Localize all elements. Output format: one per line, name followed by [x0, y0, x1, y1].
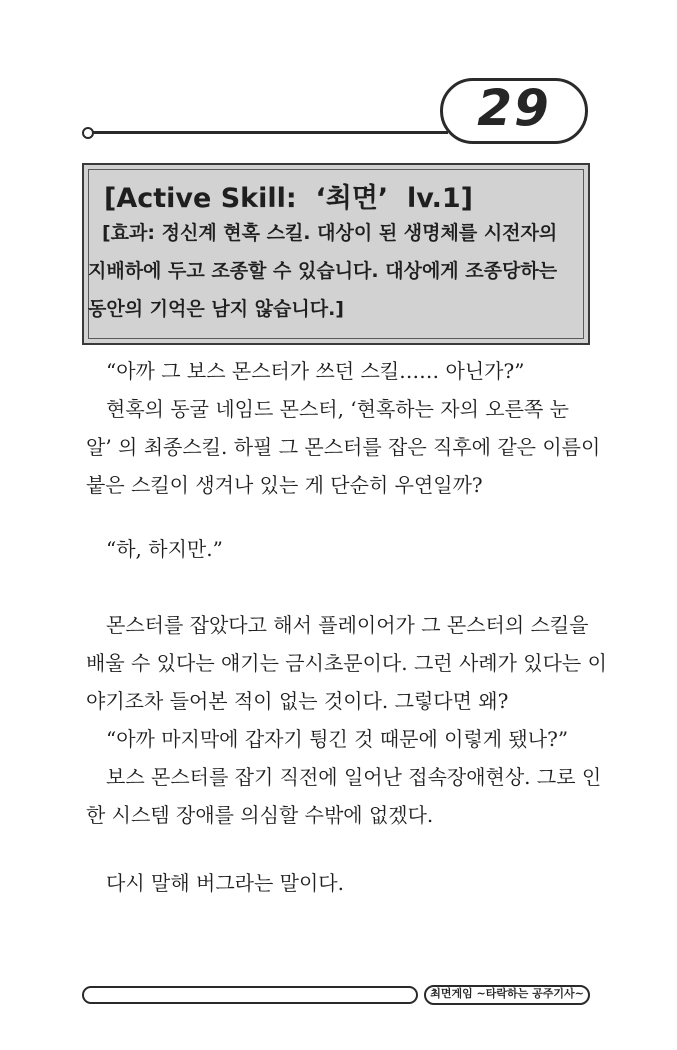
body-line: 몬스터를 잡았다고 해서 플레이어가 그 몬스터의 스킬을: [106, 613, 589, 637]
body-line: 알’ 의 최종스킬. 하필 그 몬스터를 잡은 직후에 같은 이름이: [86, 435, 601, 459]
body-line: 배울 수 있다는 얘기는 금시초문이다. 그런 사례가 있다는 이: [86, 651, 607, 675]
body-line: 다시 말해 버그라는 말이다.: [106, 871, 344, 895]
body-paragraph-1: [86, 352, 601, 504]
body-line: “아까 마지막에 갑자기 튕긴 것 때문에 이렇게 됐나?”: [106, 727, 569, 751]
body-line: “아까 그 보스 몬스터가 쓰던 스킬…… 아닌가?”: [106, 359, 525, 383]
body-line: “하, 하지만.”: [106, 537, 223, 561]
body-line: 한 시스템 장애를 의심할 수밖에 없겠다.: [86, 803, 434, 827]
body-paragraph-2: [86, 530, 596, 568]
header-rule: [92, 131, 448, 134]
body-line: 야기조차 들어본 적이 없는 것이다. 그렇다면 왜?: [86, 689, 509, 713]
skill-title: [Active Skill: ‘최면’ lv.1]: [104, 183, 473, 214]
body-paragraph-3: [86, 606, 607, 834]
skill-description-line: 동안의 기억은 남지 않습니다.]: [88, 298, 344, 320]
body-line: 현혹의 동굴 네임드 몬스터, ‘현혹하는 자의 오른쪽 눈: [106, 397, 569, 421]
footer-book-title: 최면게임 ~타락하는 공주기사~: [430, 987, 584, 1000]
skill-description: [88, 214, 586, 328]
page-number: 29: [477, 79, 551, 137]
skill-description-line: [효과: 정신계 현혹 스킬. 대상이 된 생명체를 시전자의: [102, 222, 558, 244]
body-line: 보스 몬스터를 잡기 직전에 일어난 접속장애현상. 그로 인: [106, 765, 602, 789]
skill-description-line: 지배하에 두고 조종할 수 있습니다. 대상에게 조종당하는: [88, 260, 558, 282]
footer-rule-pill: [82, 986, 418, 1004]
body-line: 붙은 스킬이 생겨나 있는 게 단순히 우연일까?: [86, 473, 483, 497]
header-rule-dot: [82, 127, 94, 139]
body-paragraph-4: [86, 864, 596, 902]
